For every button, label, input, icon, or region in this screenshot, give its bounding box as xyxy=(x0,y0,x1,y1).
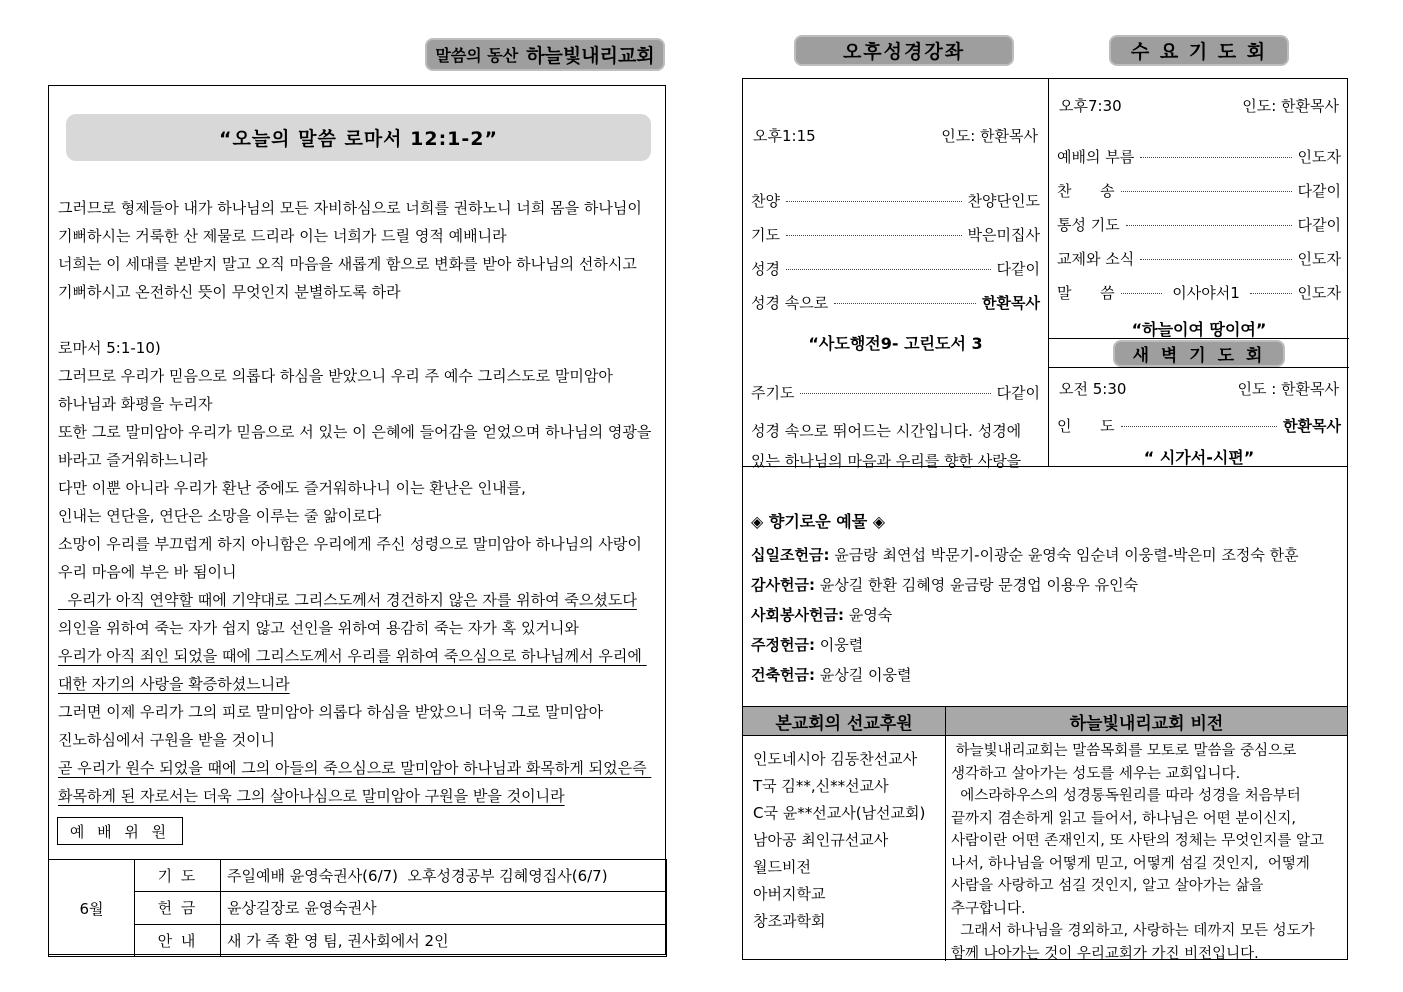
committee-label: 예 배 위 원 xyxy=(57,817,183,845)
service-row xyxy=(1057,248,1341,269)
service-value: 인도자 xyxy=(1297,250,1341,268)
scripture-paragraph xyxy=(58,306,658,334)
offering-line: 주정헌금: 이웅렬 xyxy=(751,636,864,654)
service-value: 한환목사 xyxy=(982,294,1040,312)
scripture-paragraph: 우리가 아직 연약할 때에 기약대로 그리스도께서 경건하지 않은 자를 위하여 죽으셨도다 xyxy=(58,591,637,609)
service-label: 찬양 xyxy=(751,192,780,210)
offering-line: 십일조헌금: 윤금랑 최연섭 박문기-이광순 윤영숙 임순녀 이웅렬-박은미 조정숙 한훈 xyxy=(751,546,1299,564)
row-value: 윤상길장로 윤영숙권사 xyxy=(221,892,667,924)
service-value: 인도자 xyxy=(1297,148,1341,166)
church-badge-name: 하늘빛내리교회 xyxy=(526,45,655,67)
month-cell: 6월 xyxy=(49,860,135,957)
afternoon-subtitle: “사도행전9- 고린도서 3 xyxy=(808,334,983,353)
dotted-leader xyxy=(1250,293,1292,294)
wednesday-subtitle: “하늘이여 땅이여” xyxy=(1131,320,1267,339)
leader-label: 인도 : 한환목사 xyxy=(1237,380,1339,398)
scripture-paragraph: 또한 그로 말미암아 우리가 믿음으로 서 있는 이 은혜에 들어감을 얻었으며 하나님의 영광을 바라고 즐거워하느니라 xyxy=(58,423,657,469)
scripture-paragraph: 곧 우리가 원수 되었을 때에 그의 아들의 죽으심으로 말미암아 하나님과 화목하게 되었은즉 화목하게 된 자로서는 더욱 그의 살아나심으로 말미암아 구원을 받을 것이니라 xyxy=(58,759,652,805)
mission-item: 아버지학교 xyxy=(753,885,826,903)
time-label: 오전 5:30 xyxy=(1059,380,1127,398)
row-value: 새 가 족 환 영 팀, 권사회에서 2인 xyxy=(221,924,667,956)
scripture-text xyxy=(58,194,658,812)
dotted-leader xyxy=(786,269,991,270)
scripture-paragraph: 인내는 연단을, 연단은 소망을 이루는 줄 앎이로다 xyxy=(58,507,382,525)
vision-header-cell: 하늘빛내리교회 비전 xyxy=(946,707,1347,735)
dotted-leader xyxy=(1121,293,1163,294)
row-value: 주일예배 윤영숙권사(6/7) 오후성경공부 김혜영집사(6/7) xyxy=(221,860,667,892)
service-label: 주기도 xyxy=(751,384,795,402)
church-badge xyxy=(425,38,665,71)
right-page xyxy=(742,78,1348,960)
service-value: 다같이 xyxy=(996,384,1040,402)
dawn-service-rows xyxy=(1057,415,1341,436)
scripture-paragraph: 소망이 우리를 부끄럽게 하지 아니함은 우리에게 주신 성령으로 말미암아 하나님의 사랑이 우리 마음에 부은 바 됨이니 xyxy=(58,535,647,581)
offering-label: 건축헌금: xyxy=(751,666,815,684)
vision-paragraph: 에스라하우스의 성경통독원리를 따라 성경을 처음부터 끝까지 겸손하게 읽고 들어서, 하나님은 어떤 분이신지, 사람이란 어떤 존재인지, 또 사탄의 정체는 무엇인지를 알고 나서, 하나님을 어떻게 믿고, 어떻게 섬길 것인지, 어떻게 사람을 사랑하고 섬길 것인지, 알고 살아가는 삶을 추구합니다. xyxy=(951,788,1329,917)
afternoon-note: 성경 속으로 뛰어드는 시간입니다. 성경에 있는 하나님의 마음과 우리를 향한 사랑을 xyxy=(751,422,1022,470)
service-row xyxy=(1057,214,1341,235)
mission-item: 남아공 최인규선교사 xyxy=(753,831,889,849)
service-row xyxy=(751,292,1040,313)
service-row xyxy=(751,382,1040,403)
service-label: 교제와 소식 xyxy=(1057,250,1135,268)
service-value: 다같이 xyxy=(1297,182,1341,200)
vision-paragraph: 그래서 하나님을 경외하고, 사랑하는 데까지 모든 성도가 함께 나아가는 것이 우리교회가 가진 비전입니다. xyxy=(951,923,1320,962)
table-row xyxy=(49,892,667,924)
time-row xyxy=(751,125,1040,146)
time-label: 오후7:30 xyxy=(1059,97,1122,115)
service-row xyxy=(751,224,1040,245)
service-value: 박은미집사 xyxy=(967,226,1040,244)
missions-list xyxy=(743,736,946,961)
scripture-paragraph: 너희는 이 세대를 본받지 말고 오직 마음을 새롭게 함으로 변화를 받아 하나님의 선하시고 기뻐하시고 온전하신 뜻이 무엇인지 분별하도록 하라 xyxy=(58,255,642,301)
page-title: “오늘의 말씀 로마서 12:1-2” xyxy=(66,114,651,161)
afternoon-service-rows2 xyxy=(751,382,1040,403)
vision-paragraph: 하늘빛내리교회는 말씀목회를 모토로 말씀을 중심으로 생각하고 살아가는 성도를 세우는 교회입니다. xyxy=(951,743,1301,782)
offering-line: 감사헌금: 윤상길 한환 김혜영 윤금랑 문경업 이용우 유인숙 xyxy=(751,576,1139,594)
service-label: 말 씀 xyxy=(1057,284,1115,302)
service-label: 통성 기도 xyxy=(1057,216,1120,234)
dotted-leader xyxy=(786,235,962,236)
row-label: 헌 금 xyxy=(135,892,221,924)
wednesday-prayer-section xyxy=(1049,79,1349,338)
offerings-section xyxy=(743,466,1347,706)
service-row xyxy=(1057,415,1341,436)
church-badge-prefix: 말씀의 동산 xyxy=(435,46,519,65)
row-label: 기 도 xyxy=(135,860,221,892)
mission-item: C국 윤**선교사(남선교회) xyxy=(753,804,926,822)
dawn-prayer-section xyxy=(1049,368,1349,466)
dotted-leader xyxy=(1126,225,1292,226)
offering-label: 주정헌금: xyxy=(751,636,815,654)
scripture-paragraph: 그러므로 형제들아 내가 하나님의 모든 자비하심으로 너희를 권하노니 너희 몸을 하나님이 기뻐하시는 거룩한 산 제물로 드리라 이는 너희가 드릴 영적 예배니라 xyxy=(58,199,647,245)
service-row xyxy=(1057,282,1341,303)
time-row xyxy=(1057,378,1341,399)
worship-committee-table xyxy=(48,859,667,957)
dawn-subtitle: “ 시가서-시편” xyxy=(1143,448,1255,467)
table-row xyxy=(49,924,667,956)
row-label: 안 내 xyxy=(135,924,221,956)
offering-label: 십일조헌금: xyxy=(751,546,830,564)
service-value: 다같이 xyxy=(996,260,1040,278)
service-label: 인 도 xyxy=(1057,417,1115,435)
scripture-paragraph: 로마서 5:1-10) xyxy=(58,339,161,357)
time-row xyxy=(1057,95,1341,116)
left-page xyxy=(48,85,666,955)
leader-label: 인도: 한환목사 xyxy=(941,127,1038,145)
service-label: 예배의 부름 xyxy=(1057,148,1135,166)
scripture-paragraph: 다만 이뿐 아니라 우리가 환난 중에도 즐거워하나니 이는 환난은 인내를, xyxy=(58,479,526,497)
scripture-paragraph: 우리가 아직 죄인 되었을 때에 그리스도께서 우리를 위하여 죽으심으로 하나님께서 우리에 대한 자기의 사랑을 확증하셨느니라 xyxy=(58,647,647,693)
service-row xyxy=(751,190,1040,211)
time-label: 오후1:15 xyxy=(753,127,816,145)
service-row xyxy=(1057,146,1341,167)
bottom-header-row xyxy=(743,706,1347,735)
afternoon-lecture-section xyxy=(743,79,1049,470)
mission-header-cell: 본교회의 선교후원 xyxy=(743,707,946,735)
service-row xyxy=(751,258,1040,279)
bottom-body-row xyxy=(743,735,1347,961)
wednesday-service-rows xyxy=(1057,146,1341,303)
scripture-paragraph: 의인을 위하여 죽는 자가 쉽지 않고 선인을 위하여 용감히 죽는 자가 혹 있거니와 xyxy=(58,619,579,637)
offerings-lines xyxy=(751,544,1339,685)
service-row xyxy=(1057,180,1341,201)
dotted-leader xyxy=(1140,157,1291,158)
dotted-leader xyxy=(1121,191,1292,192)
service-value: 찬양단인도 xyxy=(967,192,1040,210)
service-mid: 이사야서1 xyxy=(1172,284,1240,302)
dawn-prayer-band xyxy=(1049,338,1349,368)
dotted-leader xyxy=(1121,426,1277,427)
mission-item: 인도네시아 김동찬선교사 xyxy=(753,750,918,768)
service-label: 성경 xyxy=(751,260,780,278)
offering-label: 감사헌금: xyxy=(751,576,815,594)
offering-label: 사회봉사헌금: xyxy=(751,606,844,624)
scripture-paragraph: 그러므로 우리가 믿음으로 의롭다 하심을 받았으니 우리 주 예수 그리스도로 말미암아 하나님과 화평을 누리자 xyxy=(58,367,618,413)
mission-item: 월드비전 xyxy=(753,858,811,876)
service-label: 찬 송 xyxy=(1057,182,1115,200)
afternoon-lecture-badge: 오후성경강좌 xyxy=(794,35,1014,66)
table-row xyxy=(49,860,667,892)
service-value: 다같이 xyxy=(1297,216,1341,234)
mission-item: T국 김**,신**선교사 xyxy=(753,777,889,795)
dotted-leader xyxy=(800,393,990,394)
dotted-leader xyxy=(834,303,976,304)
afternoon-service-rows xyxy=(751,190,1040,313)
dotted-leader xyxy=(786,201,962,202)
dotted-leader xyxy=(1140,259,1291,260)
offerings-title: ◈ 향기로운 예물 ◈ xyxy=(751,512,886,531)
vision-text xyxy=(946,736,1347,961)
service-value: 한환목사 xyxy=(1283,417,1341,435)
offering-line: 건축헌금: 윤상길 이웅렬 xyxy=(751,666,912,684)
service-value: 인도자 xyxy=(1297,284,1341,302)
offering-line: 사회봉사헌금: 윤영숙 xyxy=(751,606,893,624)
leader-label: 인도: 한환목사 xyxy=(1242,97,1339,115)
dawn-prayer-badge: 새 벽 기 도 회 xyxy=(1113,340,1285,367)
service-label: 기도 xyxy=(751,226,780,244)
scripture-paragraph: 그러면 이제 우리가 그의 피로 말미암아 의롭다 하심을 받았으니 더욱 그로 말미암아 진노하심에서 구원을 받을 것이니 xyxy=(58,703,608,749)
mission-item: 창조과학회 xyxy=(753,912,826,930)
service-label: 성경 속으로 xyxy=(751,294,829,312)
wednesday-prayer-badge: 수 요 기 도 회 xyxy=(1109,35,1289,66)
